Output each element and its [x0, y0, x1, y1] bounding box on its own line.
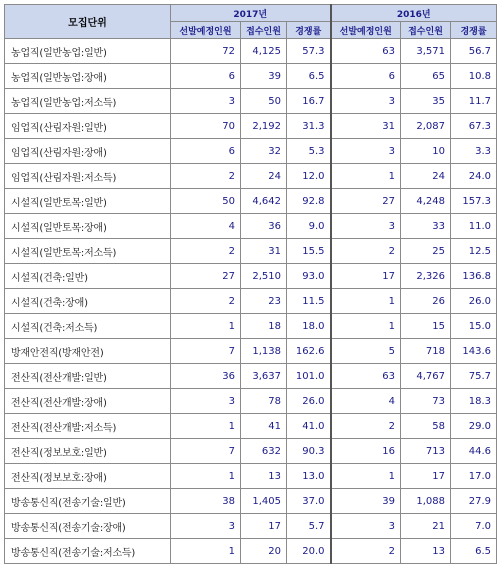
row-unit-name: 시설직(일반토목:저소득) [5, 239, 171, 264]
table-body [5, 39, 497, 564]
cell-applicants-2016: 21 [401, 514, 451, 539]
header-year-2016: 2016년 [331, 5, 497, 22]
cell-planned-2017: 3 [171, 514, 241, 539]
cell-ratio-2016: 7.0 [451, 514, 497, 539]
cell-applicants-2016: 13 [401, 539, 451, 564]
cell-applicants-2017: 13 [241, 464, 287, 489]
cell-applicants-2016: 10 [401, 139, 451, 164]
cell-planned-2016: 1 [331, 314, 401, 339]
cell-applicants-2016: 3,571 [401, 39, 451, 64]
header-applicants-2016: 접수인원 [401, 22, 451, 39]
cell-planned-2016: 4 [331, 389, 401, 414]
table-row [5, 364, 497, 389]
cell-ratio-2017: 15.5 [287, 239, 331, 264]
row-unit-name: 전산직(전산개발:저소득) [5, 414, 171, 439]
row-unit-name: 방송통신직(전송기술:저소득) [5, 539, 171, 564]
table-row [5, 39, 497, 64]
cell-applicants-2017: 18 [241, 314, 287, 339]
cell-ratio-2017: 31.3 [287, 114, 331, 139]
cell-planned-2017: 7 [171, 439, 241, 464]
table-row [5, 89, 497, 114]
row-unit-name: 시설직(일반토목:일반) [5, 189, 171, 214]
cell-applicants-2016: 718 [401, 339, 451, 364]
cell-planned-2017: 2 [171, 239, 241, 264]
cell-ratio-2017: 20.0 [287, 539, 331, 564]
row-unit-name: 시설직(일반토목:장애) [5, 214, 171, 239]
table-row [5, 339, 497, 364]
cell-applicants-2017: 2,510 [241, 264, 287, 289]
cell-ratio-2016: 17.0 [451, 464, 497, 489]
cell-planned-2016: 3 [331, 89, 401, 114]
row-unit-name: 방송통신직(전송기술:장애) [5, 514, 171, 539]
table-row [5, 114, 497, 139]
row-unit-name: 방재안전직(방재안전) [5, 339, 171, 364]
table-row [5, 289, 497, 314]
cell-ratio-2016: 136.8 [451, 264, 497, 289]
cell-ratio-2017: 11.5 [287, 289, 331, 314]
cell-ratio-2016: 29.0 [451, 414, 497, 439]
cell-ratio-2017: 5.7 [287, 514, 331, 539]
table-row [5, 314, 497, 339]
cell-applicants-2017: 4,642 [241, 189, 287, 214]
cell-planned-2017: 70 [171, 114, 241, 139]
cell-applicants-2016: 2,087 [401, 114, 451, 139]
row-unit-name: 농업직(일반농업:장애) [5, 64, 171, 89]
cell-planned-2016: 5 [331, 339, 401, 364]
row-unit-name: 시설직(건축:저소득) [5, 314, 171, 339]
recruitment-table [4, 4, 497, 564]
cell-applicants-2017: 24 [241, 164, 287, 189]
cell-planned-2017: 1 [171, 539, 241, 564]
cell-ratio-2016: 56.7 [451, 39, 497, 64]
header-unit: 모집단위 [5, 5, 171, 39]
cell-planned-2016: 27 [331, 189, 401, 214]
table-row [5, 489, 497, 514]
cell-ratio-2016: 157.3 [451, 189, 497, 214]
cell-planned-2017: 2 [171, 164, 241, 189]
cell-applicants-2016: 33 [401, 214, 451, 239]
cell-ratio-2016: 18.3 [451, 389, 497, 414]
cell-planned-2017: 2 [171, 289, 241, 314]
cell-ratio-2017: 101.0 [287, 364, 331, 389]
cell-planned-2017: 36 [171, 364, 241, 389]
cell-planned-2017: 1 [171, 414, 241, 439]
cell-applicants-2017: 4,125 [241, 39, 287, 64]
cell-ratio-2017: 18.0 [287, 314, 331, 339]
cell-ratio-2017: 57.3 [287, 39, 331, 64]
cell-planned-2016: 2 [331, 414, 401, 439]
cell-ratio-2017: 41.0 [287, 414, 331, 439]
cell-ratio-2016: 3.3 [451, 139, 497, 164]
cell-ratio-2016: 10.8 [451, 64, 497, 89]
cell-planned-2016: 17 [331, 264, 401, 289]
cell-planned-2016: 63 [331, 39, 401, 64]
table-row [5, 139, 497, 164]
cell-applicants-2017: 36 [241, 214, 287, 239]
cell-ratio-2016: 75.7 [451, 364, 497, 389]
row-unit-name: 임업직(산림자원:저소득) [5, 164, 171, 189]
cell-planned-2016: 2 [331, 539, 401, 564]
cell-ratio-2016: 44.6 [451, 439, 497, 464]
cell-ratio-2016: 26.0 [451, 289, 497, 314]
cell-applicants-2017: 20 [241, 539, 287, 564]
header-planned-2016: 선발예정인원 [331, 22, 401, 39]
cell-planned-2016: 1 [331, 289, 401, 314]
cell-applicants-2016: 4,767 [401, 364, 451, 389]
cell-ratio-2017: 12.0 [287, 164, 331, 189]
cell-ratio-2017: 93.0 [287, 264, 331, 289]
row-unit-name: 전산직(정보보호:일반) [5, 439, 171, 464]
cell-ratio-2017: 162.6 [287, 339, 331, 364]
cell-ratio-2016: 11.7 [451, 89, 497, 114]
header-applicants-2017: 접수인원 [241, 22, 287, 39]
cell-planned-2016: 3 [331, 139, 401, 164]
cell-ratio-2016: 67.3 [451, 114, 497, 139]
cell-planned-2017: 1 [171, 464, 241, 489]
row-unit-name: 전산직(정보보호:장애) [5, 464, 171, 489]
cell-planned-2016: 39 [331, 489, 401, 514]
table-row [5, 414, 497, 439]
cell-planned-2017: 50 [171, 189, 241, 214]
cell-planned-2016: 1 [331, 464, 401, 489]
cell-planned-2017: 4 [171, 214, 241, 239]
cell-applicants-2016: 25 [401, 239, 451, 264]
cell-applicants-2017: 23 [241, 289, 287, 314]
cell-ratio-2016: 6.5 [451, 539, 497, 564]
cell-applicants-2017: 31 [241, 239, 287, 264]
table-row [5, 189, 497, 214]
table-row [5, 239, 497, 264]
header-ratio-2017: 경쟁률 [287, 22, 331, 39]
cell-planned-2017: 7 [171, 339, 241, 364]
cell-applicants-2017: 632 [241, 439, 287, 464]
cell-applicants-2017: 50 [241, 89, 287, 114]
table-row [5, 264, 497, 289]
cell-ratio-2017: 16.7 [287, 89, 331, 114]
table-row [5, 439, 497, 464]
cell-ratio-2016: 11.0 [451, 214, 497, 239]
table-row [5, 539, 497, 564]
cell-applicants-2017: 78 [241, 389, 287, 414]
table-row [5, 389, 497, 414]
cell-applicants-2016: 713 [401, 439, 451, 464]
row-unit-name: 농업직(일반농업:저소득) [5, 89, 171, 114]
row-unit-name: 전산직(전산개발:일반) [5, 364, 171, 389]
cell-planned-2017: 1 [171, 314, 241, 339]
cell-ratio-2017: 26.0 [287, 389, 331, 414]
cell-planned-2017: 3 [171, 389, 241, 414]
cell-planned-2017: 6 [171, 139, 241, 164]
cell-applicants-2016: 73 [401, 389, 451, 414]
cell-planned-2016: 31 [331, 114, 401, 139]
table-row [5, 214, 497, 239]
cell-planned-2016: 3 [331, 514, 401, 539]
row-unit-name: 시설직(건축:일반) [5, 264, 171, 289]
cell-applicants-2017: 17 [241, 514, 287, 539]
cell-applicants-2017: 3,637 [241, 364, 287, 389]
cell-ratio-2017: 92.8 [287, 189, 331, 214]
table-row [5, 464, 497, 489]
cell-applicants-2016: 2,326 [401, 264, 451, 289]
table-row [5, 164, 497, 189]
cell-ratio-2017: 6.5 [287, 64, 331, 89]
cell-ratio-2016: 12.5 [451, 239, 497, 264]
cell-planned-2017: 38 [171, 489, 241, 514]
header-year-2017: 2017년 [171, 5, 331, 22]
cell-planned-2017: 72 [171, 39, 241, 64]
cell-planned-2016: 1 [331, 164, 401, 189]
row-unit-name: 방송통신직(전송기술:일반) [5, 489, 171, 514]
cell-applicants-2016: 65 [401, 64, 451, 89]
cell-applicants-2016: 24 [401, 164, 451, 189]
row-unit-name: 농업직(일반농업:일반) [5, 39, 171, 64]
cell-ratio-2016: 15.0 [451, 314, 497, 339]
table-row [5, 64, 497, 89]
row-unit-name: 임업직(산림자원:일반) [5, 114, 171, 139]
cell-ratio-2017: 9.0 [287, 214, 331, 239]
cell-applicants-2016: 58 [401, 414, 451, 439]
cell-ratio-2016: 27.9 [451, 489, 497, 514]
cell-planned-2016: 63 [331, 364, 401, 389]
cell-planned-2017: 6 [171, 64, 241, 89]
cell-applicants-2016: 1,088 [401, 489, 451, 514]
cell-applicants-2016: 15 [401, 314, 451, 339]
header-planned-2017: 선발예정인원 [171, 22, 241, 39]
cell-planned-2016: 16 [331, 439, 401, 464]
row-unit-name: 전산직(전산개발:장애) [5, 389, 171, 414]
cell-applicants-2017: 32 [241, 139, 287, 164]
cell-planned-2016: 2 [331, 239, 401, 264]
cell-planned-2016: 3 [331, 214, 401, 239]
cell-planned-2017: 27 [171, 264, 241, 289]
row-unit-name: 임업직(산림자원:장애) [5, 139, 171, 164]
cell-applicants-2017: 1,138 [241, 339, 287, 364]
cell-ratio-2016: 143.6 [451, 339, 497, 364]
cell-planned-2017: 3 [171, 89, 241, 114]
cell-applicants-2017: 2,192 [241, 114, 287, 139]
cell-ratio-2016: 24.0 [451, 164, 497, 189]
cell-applicants-2017: 1,405 [241, 489, 287, 514]
cell-applicants-2016: 35 [401, 89, 451, 114]
cell-ratio-2017: 90.3 [287, 439, 331, 464]
cell-applicants-2016: 17 [401, 464, 451, 489]
cell-applicants-2017: 41 [241, 414, 287, 439]
cell-ratio-2017: 5.3 [287, 139, 331, 164]
cell-ratio-2017: 37.0 [287, 489, 331, 514]
row-unit-name: 시설직(건축:장애) [5, 289, 171, 314]
cell-applicants-2017: 39 [241, 64, 287, 89]
cell-applicants-2016: 26 [401, 289, 451, 314]
cell-applicants-2016: 4,248 [401, 189, 451, 214]
table-row [5, 514, 497, 539]
cell-planned-2016: 6 [331, 64, 401, 89]
cell-ratio-2017: 13.0 [287, 464, 331, 489]
header-ratio-2016: 경쟁률 [451, 22, 497, 39]
